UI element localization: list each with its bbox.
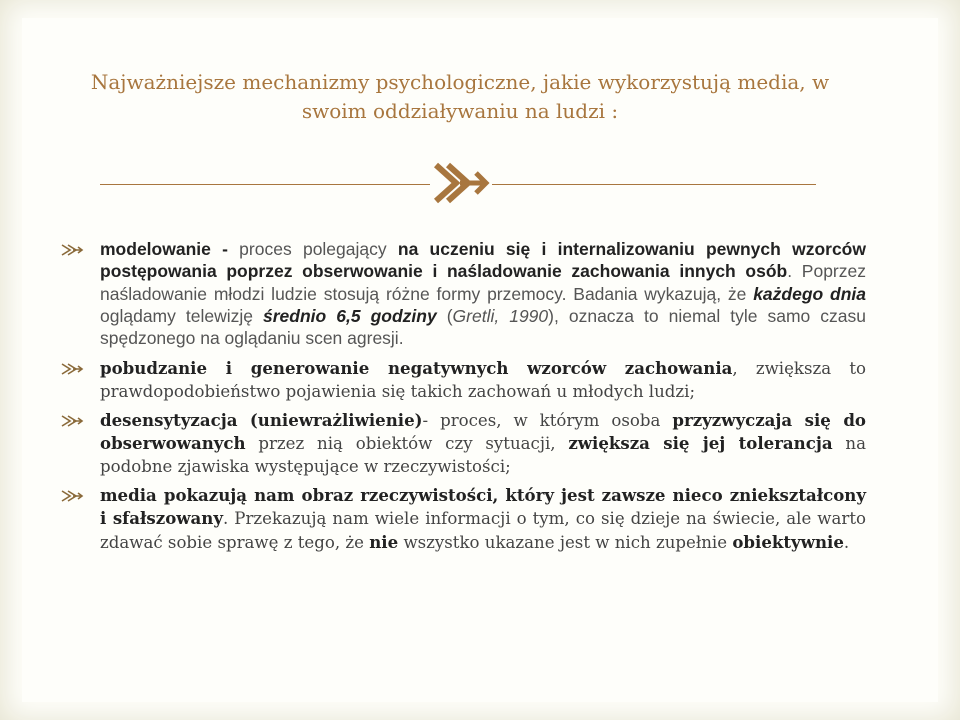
text: - proces, w którym osoba bbox=[422, 411, 673, 431]
text: oglądamy telewizję bbox=[100, 305, 264, 326]
term-pobudzanie: pobudzanie i generowanie negatywnych wzorców zachowania bbox=[100, 358, 733, 379]
text: . bbox=[843, 532, 850, 552]
emphasis: na uczeniu się i internalizowaniu pewnych wzorców postępowania poprzez obserwowanie i naśladowanie zachowania innych osób bbox=[100, 239, 866, 282]
double-arrow-bullet-icon bbox=[60, 413, 84, 429]
emphasis: obiektywnie bbox=[732, 531, 844, 552]
emphasis: zwiększa się jej tolerancja bbox=[568, 433, 833, 454]
text: . Przekazują nam wiele informacji o tym, co się dzieje na świecie, ale warto zdawać sobie sprawę z tego, że bbox=[100, 509, 866, 552]
emphasis: przyzwyczaja się do obserwowanych bbox=[100, 410, 866, 454]
emphasis-italic: każdego dnia bbox=[753, 283, 866, 304]
double-arrow-bullet-icon bbox=[60, 361, 84, 377]
term-desensytyzacja: desensytyzacja (uniewrażliwienie) bbox=[100, 410, 423, 431]
title-divider bbox=[100, 157, 816, 209]
divider-line-right bbox=[492, 184, 816, 185]
bullet-list bbox=[60, 238, 866, 554]
text: na podobne zjawiska występujące w rzeczywistości; bbox=[100, 434, 866, 476]
text: przez nią obiektów czy sytuacji, bbox=[245, 434, 569, 454]
term-media: media pokazują nam obraz rzeczywistości, który jest zawsze nieco zniekształcony i sfałszowany bbox=[100, 484, 866, 529]
text: . Poprzez naśladowanie młodzi ludzie stosują różne formy przemocy. Badania wykazują, że bbox=[100, 261, 866, 304]
bullet-media bbox=[60, 484, 866, 554]
text: ), oznacza to niemal tyle samo czasu spędzonego na oglądaniu scen agresji. bbox=[100, 305, 866, 349]
text: wszystko ukazane jest w nich zupełnie bbox=[398, 532, 733, 552]
term-modelowanie: modelowanie - bbox=[100, 239, 228, 259]
text: , zwiększa to prawdopodobieństwo pojawienia się takich zachowań u młodych ludzi; bbox=[100, 359, 866, 401]
double-arrow-bullet-icon bbox=[60, 488, 84, 504]
text: ( bbox=[436, 305, 453, 326]
bullet-modelowanie bbox=[60, 238, 866, 349]
ornament-icon bbox=[430, 157, 492, 209]
text: proces polegający bbox=[227, 239, 398, 259]
citation: Gretli, 1990 bbox=[452, 305, 549, 326]
emphasis-italic: średnio 6,5 godziny bbox=[263, 305, 437, 326]
emphasis: nie bbox=[369, 531, 399, 552]
slide-title: Najważniejsze mechanizmy psychologiczne, jakie wykorzystują media, w swoim oddziaływaniu na ludzi : bbox=[90, 70, 830, 123]
bullet-desensytyzacja bbox=[60, 409, 866, 478]
double-arrow-bullet-icon bbox=[60, 242, 84, 258]
divider-line-left bbox=[100, 184, 430, 185]
bullet-pobudzanie bbox=[60, 357, 866, 403]
